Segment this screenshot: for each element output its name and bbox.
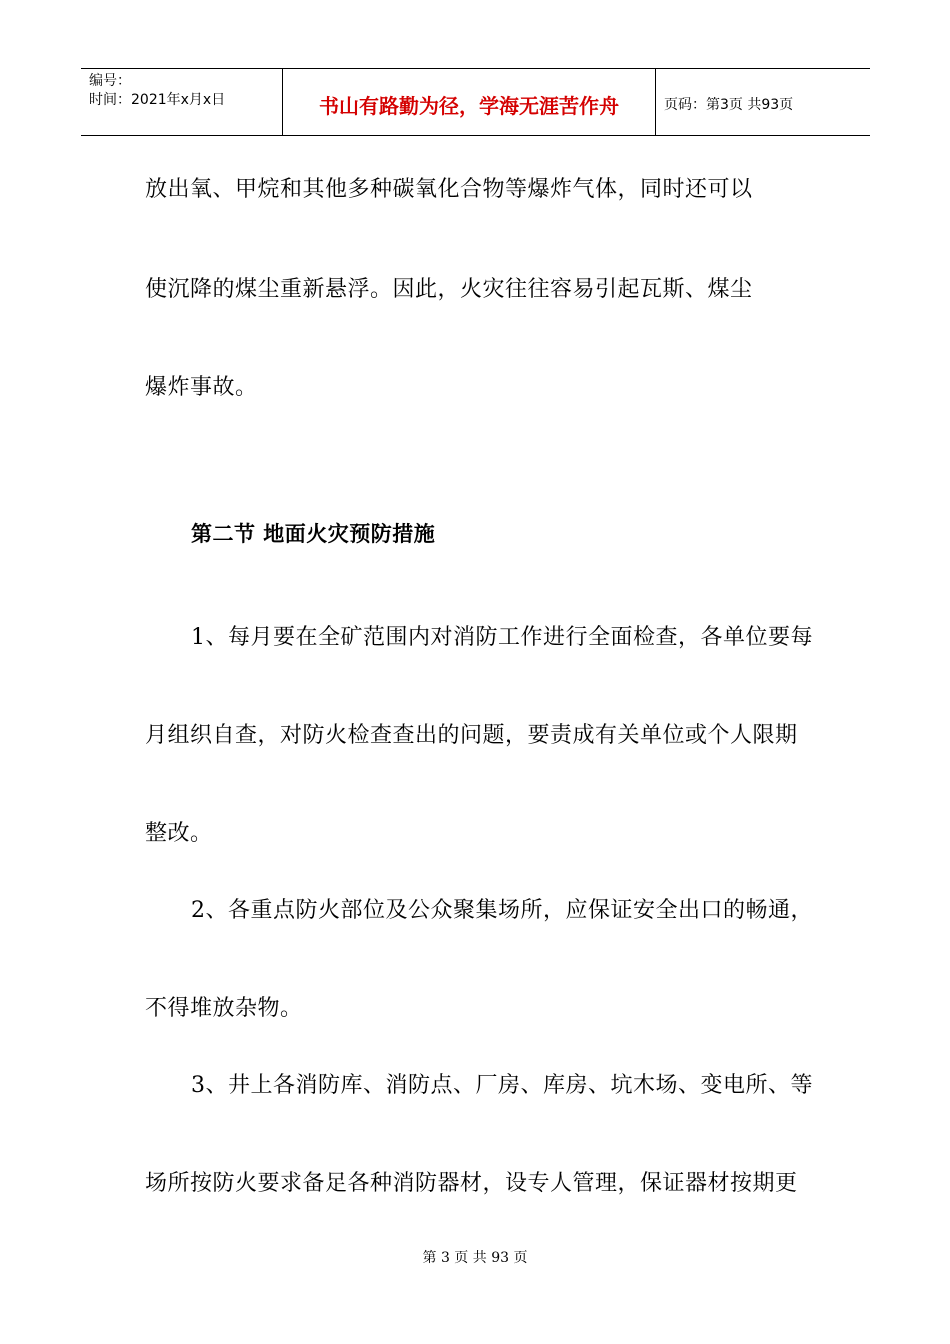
body-line: 爆炸事故。 [145, 375, 258, 400]
body-line: 放出氧、甲烷和其他多种碳氧化合物等爆炸气体，同时还可以 [145, 177, 753, 202]
section-heading: 第二节 地面火灾预防措施 [191, 522, 436, 546]
document-header [81, 68, 870, 136]
item-1-line: 整改。 [145, 821, 213, 846]
page-footer: 第 3 页 共 93 页 [422, 1250, 528, 1266]
header-middle-cell [283, 69, 656, 135]
header-page-info: 页码：第3页 共93页 [664, 97, 794, 113]
body-line: 使沉降的煤尘重新悬浮。因此，火灾往往容易引起瓦斯、煤尘 [145, 277, 753, 302]
item-2-line: 不得堆放杂物。 [145, 996, 303, 1021]
item-1-line: 1、每月要在全矿范围内对消防工作进行全面检查，各单位要每 [191, 625, 813, 650]
header-motto: 书山有路勤为径，学海无涯苦作舟 [319, 93, 619, 118]
header-right-cell [656, 69, 870, 135]
item-3-line: 场所按防火要求备足各种消防器材，设专人管理，保证器材按期更 [145, 1171, 798, 1196]
item-1-line: 月组织自查，对防火检查查出的问题，要责成有关单位或个人限期 [145, 723, 798, 748]
header-code-label: 编号： [89, 73, 131, 89]
item-3-line: 3、井上各消防库、消防点、厂房、库房、坑木场、变电所、等 [191, 1073, 813, 1098]
header-left-cell [81, 69, 283, 135]
item-2-line: 2、各重点防火部位及公众聚集场所，应保证安全出口的畅通， [191, 898, 813, 923]
header-time-label: 时间：2021年x月x日 [89, 92, 226, 108]
